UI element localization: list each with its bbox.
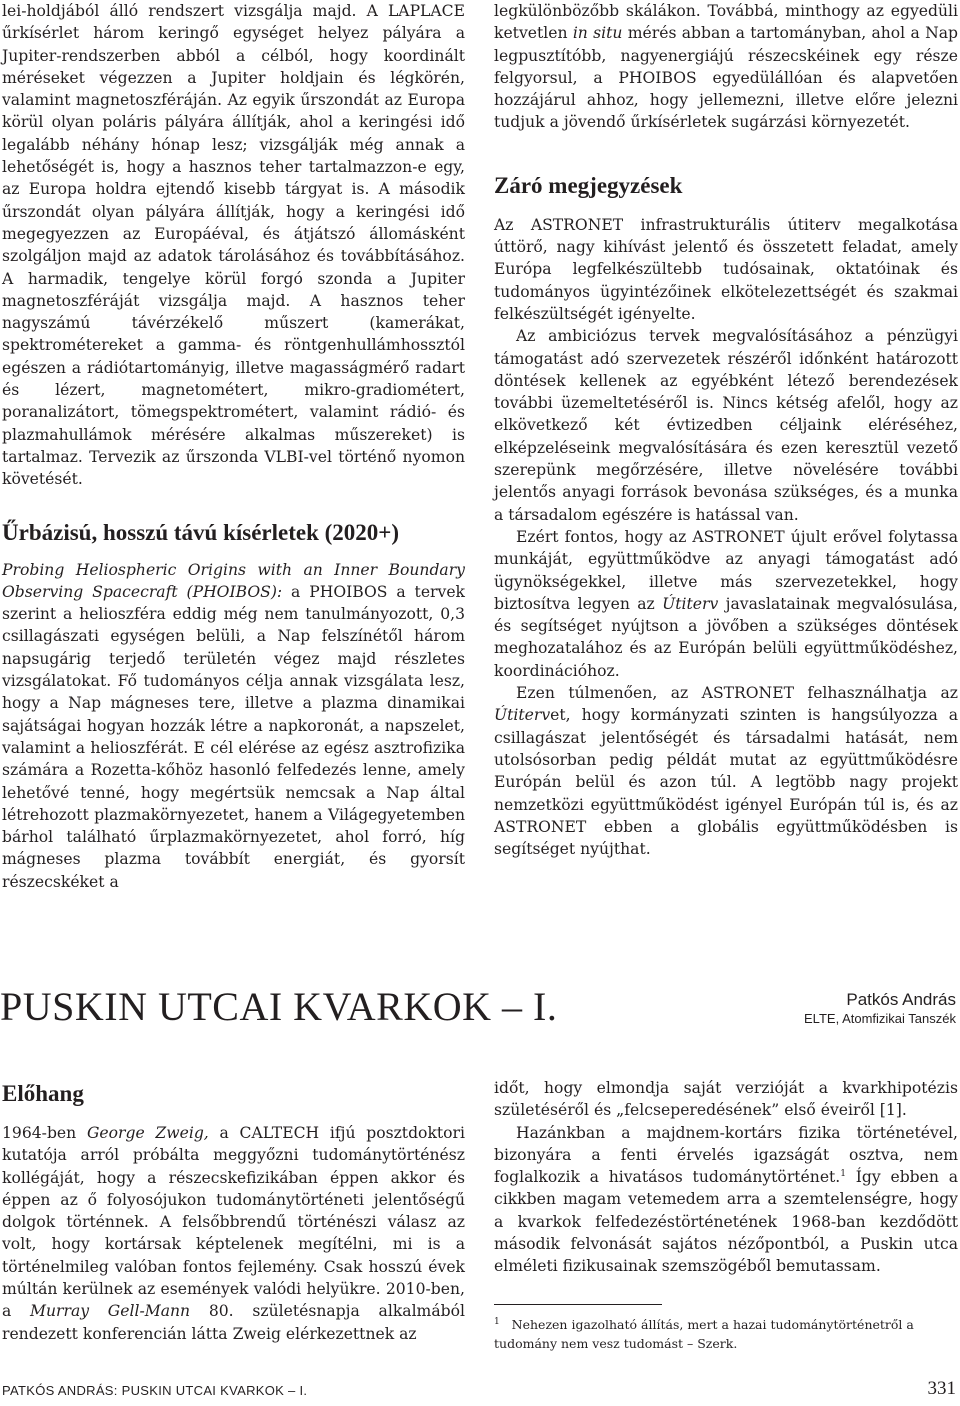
- text: et, hogy kormányzati szinten is hangsúlyozza a csillagászat jelentőségét és társadalmi hatását, nem utolsósorban pedig példát mutat az együttműködésre Európán belül és azon túl. A legtöbb nagy projekt nemzetközi együttműködést igényel Európán túl is, és az ASTRONET ebben a globális együttműködésben is segítséget nyújthat.: [494, 706, 958, 859]
- paragraph: [494, 1122, 958, 1278]
- text: Ezért fontos, hogy az ASTRONET újult erővel folytassa munkáját, együttműködve az anyagi támogatást adó ügynökségekkel, illetve más szervezetekkel, hogy biztosítva legyen az: [494, 527, 958, 613]
- text: 80. születésnapja alkalmából rendezett konferencián látta Zweig elérkezettnek az: [2, 1302, 465, 1343]
- paragraph: időt, hogy elmondja saját verzióját a kvarkhipotézis születéséről és „felcseperedésének” első éveiről [1].: [494, 1079, 958, 1120]
- footnote-text: Nehezen igazolható állítás, mert a hazai tudománytörténetről a tudomány nem vesz tudomást – Szerk.: [494, 1316, 914, 1351]
- footnote: [494, 1315, 958, 1353]
- text: Ezen túlmenően, az ASTRONET felhasználhatja az: [516, 684, 958, 703]
- paragraph: [2, 559, 465, 893]
- text: mérés abban a tartományban, ahol a Nap legpusztítóbb, nagyenergiájú részecskéinek egy része felgyorsul, a PHOIBOS egyedülállóan és alapvetően hozzájárul ahhoz, hogy jellemezni, illetve előre jelezni tudjuk a jövendő űrkísérletek sugárzási környezetét.: [494, 24, 958, 132]
- paragraph: [2, 1122, 465, 1345]
- bottom-right-column: [494, 1077, 958, 1353]
- italic-text: Murray Gell-Mann: [30, 1302, 191, 1321]
- author-name: Patkós András: [846, 990, 956, 1009]
- top-left-column: [2, 0, 465, 893]
- italic-text: Útiterv: [494, 706, 551, 725]
- section-heading: Előhang: [2, 1081, 84, 1106]
- text: legkülönbözőbb skálákon. Továbbá, minthogy az egyedüli ketvetlen: [494, 2, 958, 43]
- text: Hazánkban a majdnem-kortárs fizika történetével, bizonyára a fenti érvelés igazságát osztva, nem foglalkozik a hivatásos tudománytörténet.: [494, 1123, 958, 1187]
- section-heading: Záró megjegyzések: [494, 172, 683, 198]
- top-right-column: [494, 0, 958, 860]
- page-number: 331: [927, 1378, 956, 1399]
- paragraph: [494, 0, 958, 134]
- paragraph: lei-holdjából álló rendszert vizsgálja majd. A LAPLACE űrkísérlet három keringő egységet helyez pályára a Jupiter-rendszerben abból a célból, hogy koordinált méréseket végezzen a Jupiter holdjain és légkörén, valamint magnetoszféráján. Az egyik űrszondát az Europa körül olyan poláris pályára állítják, ahol a keringési idő legalább néhány hónap lesz; vizsgálják még annak a lehetőségét is, hogy a hasznos teher tartalmazzon-e egy, az Europa holdra ejtendő kisebb tárgyat is. A második űrszondát olyan pályára állítják, hogy a keringési idő megegyezzen az Europáéval, és átjátszó állomásként szolgáljon majd az adatok tárolásához és továbbításához. A harmadik, tengelye körül forgó szonda a Jupiter magnetoszféráját vizsgálja majd. A hasznos teher nagyszámú távérzékelő műszert (kamerákat, spektrométereket a gamma- és röntgenhullámhossztól egészen a rádiótartományig, illetve magasságmérő radart és lézert, magnetométert, mikro-gradiométert, poranalizátort, tömegspektrométert, valamint rádió- és plazmahullámok mérésére alkalmas műszereket) is tartalmaz. Tervezik az űrszonda VLBI-vel történő nyomon követését.: [2, 2, 465, 489]
- footnote-marker: 1: [494, 1316, 500, 1327]
- running-head: PATKÓS ANDRÁS: PUSKIN UTCAI KVARKOK – I.: [2, 1383, 308, 1398]
- text: a CALTECH ifjú posztdoktori kutatója arról próbálta meggyőzni tudománytörténész kollégáját, hogy a részecskefizikában éppen akkor és éppen az ő folyosójukon tudománytörténeti jelentőségű dolgok történnek. A felsőbbrendű történészi válasz az volt, hogy kortársak képtelenek megítélni, mi is a történelmileg valóban fontos fejlemény. Csak hosszú évek múltán kerülnek az események valódi helyükre. 2010-ben, a: [2, 1124, 465, 1321]
- paragraph: Az ambiciózus tervek megvalósításához a pénzügyi támogatást adó szervezetek részéről időnként határozott döntések kellenek az egyébként létező berendezések további üzemeltetéséről is. Nincs kétség afelől, hogy az elkövetkező két évtizedben céljaink eléréséhez, elképzeléseink megvalósítására és ezen keresztül vezető szerepünk megőrzésére, illetve növelésére további jelentős anyagi források bevonása szükséges, és a munka a társadalom egészére is hatással van.: [494, 327, 958, 524]
- footnote-divider: [494, 1304, 662, 1305]
- article-title: PUSKIN UTCAI KVARKOK – I.: [0, 984, 558, 1029]
- paragraph: [494, 526, 958, 682]
- italic-text: in situ: [572, 24, 623, 43]
- author-block: [804, 990, 956, 1028]
- paragraph: Az ASTRONET infrastrukturális útiterv megalkotása úttörő, nagy kihívást jelentő és összetett feladat, amely Európa legfelkészültebb tudósainak, oktatóinak és tudományos ügyintézőinek elkötelezettségét és szakmai felkészültségét igényelte.: [494, 215, 958, 323]
- text: 1964-ben: [2, 1124, 87, 1142]
- bottom-left-column: [2, 1080, 465, 1345]
- paragraph: [494, 682, 958, 860]
- italic-text: Probing Heliospheric Origins with an Inner Boundary Observing Spacecraft (PHOIBOS):: [2, 560, 465, 601]
- italic-text: George Zweig,: [86, 1124, 209, 1142]
- footnote-reference: 1: [840, 1169, 847, 1179]
- text: javaslatainak megvalósulása, és segítséget nyújtson a jövőben a szükséges döntések meghozatalához és az Európán belüli együttműködéshez, koordinációhoz.: [494, 594, 958, 680]
- section-heading: Űrbázisú, hosszú távú kísérletek (2020+): [2, 519, 400, 545]
- text: Így ebben a cikkben magam vetemedem arra a szemtelenségre, hogy a kvarkok felfedezéstörténetének 1968-ban kezdődött második felvonását sajátos nézőpontból, a Puskin utca elméleti fizikusainak szemszögéből bemutassam.: [494, 1168, 958, 1276]
- text: a PHOIBOS a tervek szerint a helioszféra eddig még nem tanulmányozott, 0,3 csillagászati egységen belüli, a Nap felszínétől három napsugárig terjedő területén végez majd részletes vizsgálatokat. Fő tudományos célja annak vizsgálata lesz, hogy a Nap mágneses tere, illetve a plazma dinamikai sajátságai hogyan hozzák létre a napkoronát, a napszelet, valamint a helioszférát. E cél elérése az egész asztrofizika számára a Rozetta-kőhöz hasonló felfedezés lenne, amely lehetővé tenné, hogy megértsük nemcsak a Nap által létrehozott plazmakörnyezetet, hanem a Világegyetemben bárhol található űrplazmakörnyezetet, ahol forró, híg mágneses plazma továbbít energiát, és gyorsít részecskéket a: [2, 582, 465, 891]
- author-affiliation: ELTE, Atomfizikai Tanszék: [804, 1011, 956, 1026]
- italic-text: Útiterv: [662, 594, 719, 613]
